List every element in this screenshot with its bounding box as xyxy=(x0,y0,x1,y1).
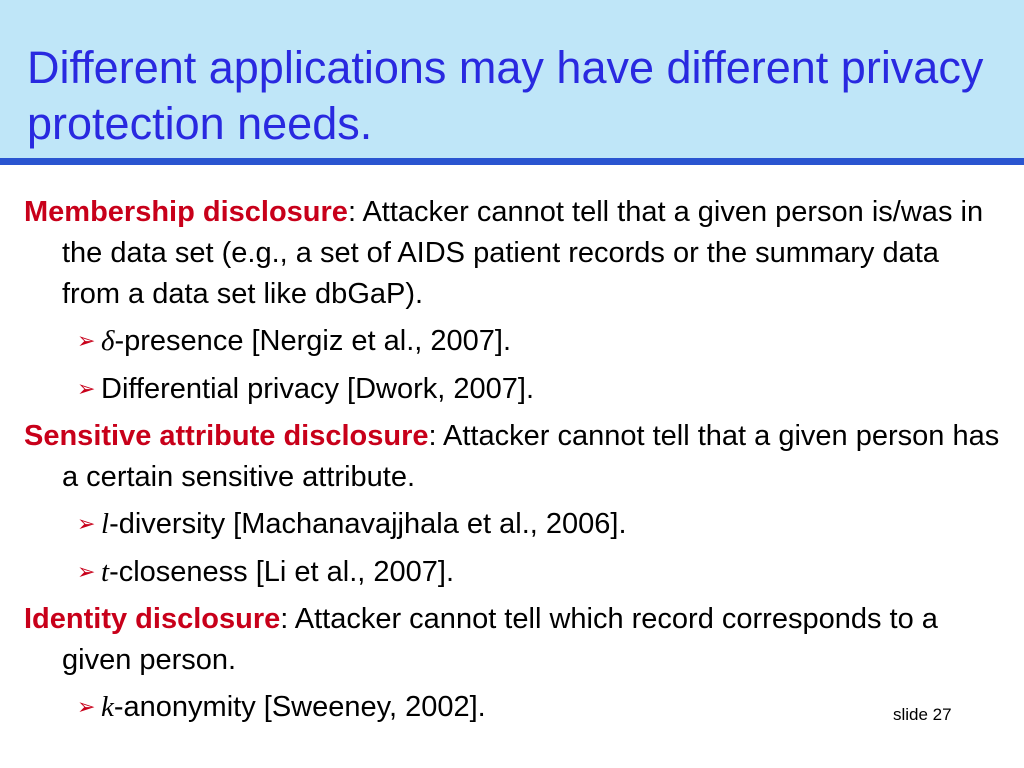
point-text: Attacker cannot tell that a given person is/was in the data set (e.g., a set of AIDS patient records or the summary data from a data set like dbGaP). xyxy=(62,196,984,310)
sub-bullet-text: -anonymity [Sweeney, 2002]. xyxy=(113,691,486,723)
sub-bullet-text: -diversity [Machanavajjhala et al., 2006]. xyxy=(109,508,627,540)
sub-bullet xyxy=(77,503,1004,545)
arrowhead-bullet-icon: ➢ xyxy=(77,559,96,584)
sub-bullet xyxy=(77,368,1004,410)
sub-bullet-text: -closeness [Li et al., 2007]. xyxy=(109,556,455,588)
term-separator: : xyxy=(347,196,356,228)
point-text: Attacker cannot tell that a given person has a certain sensitive attribute. xyxy=(62,420,1000,493)
sub-bullet xyxy=(77,320,1004,362)
arrowhead-bullet-icon: ➢ xyxy=(77,511,96,536)
term-label: Sensitive attribute disclosure xyxy=(24,420,429,452)
arrowhead-bullet-icon: ➢ xyxy=(77,694,96,719)
sub-bullet-text: -presence [Nergiz et al., 2007]. xyxy=(114,325,512,357)
term-separator: : xyxy=(428,420,437,452)
arrowhead-bullet-icon: ➢ xyxy=(77,376,96,401)
sub-bullet xyxy=(77,686,1004,728)
bullet-identity-disclosure xyxy=(24,599,1004,681)
sub-bullet xyxy=(77,551,1004,593)
math-symbol: t xyxy=(101,556,110,588)
term-separator: : xyxy=(280,603,289,635)
sub-bullet-text: Differential privacy [Dwork, 2007]. xyxy=(101,373,535,405)
point-text: Attacker cannot tell which record corresponds to a given person. xyxy=(62,603,938,676)
title-divider xyxy=(0,158,1024,165)
bullet-sensitive-attribute-disclosure xyxy=(24,416,1004,498)
term-label: Identity disclosure xyxy=(24,603,281,635)
slide-number: slide 27 xyxy=(893,705,952,724)
slide-title: Different applications may have different privacy protection needs. xyxy=(27,42,984,149)
math-symbol: l xyxy=(101,508,110,540)
math-symbol: k xyxy=(101,691,114,723)
arrowhead-bullet-icon: ➢ xyxy=(77,328,96,353)
bullet-membership-disclosure xyxy=(24,192,1004,315)
term-label: Membership disclosure xyxy=(24,196,348,228)
slide-body xyxy=(24,192,1004,734)
math-symbol: δ xyxy=(101,325,115,357)
